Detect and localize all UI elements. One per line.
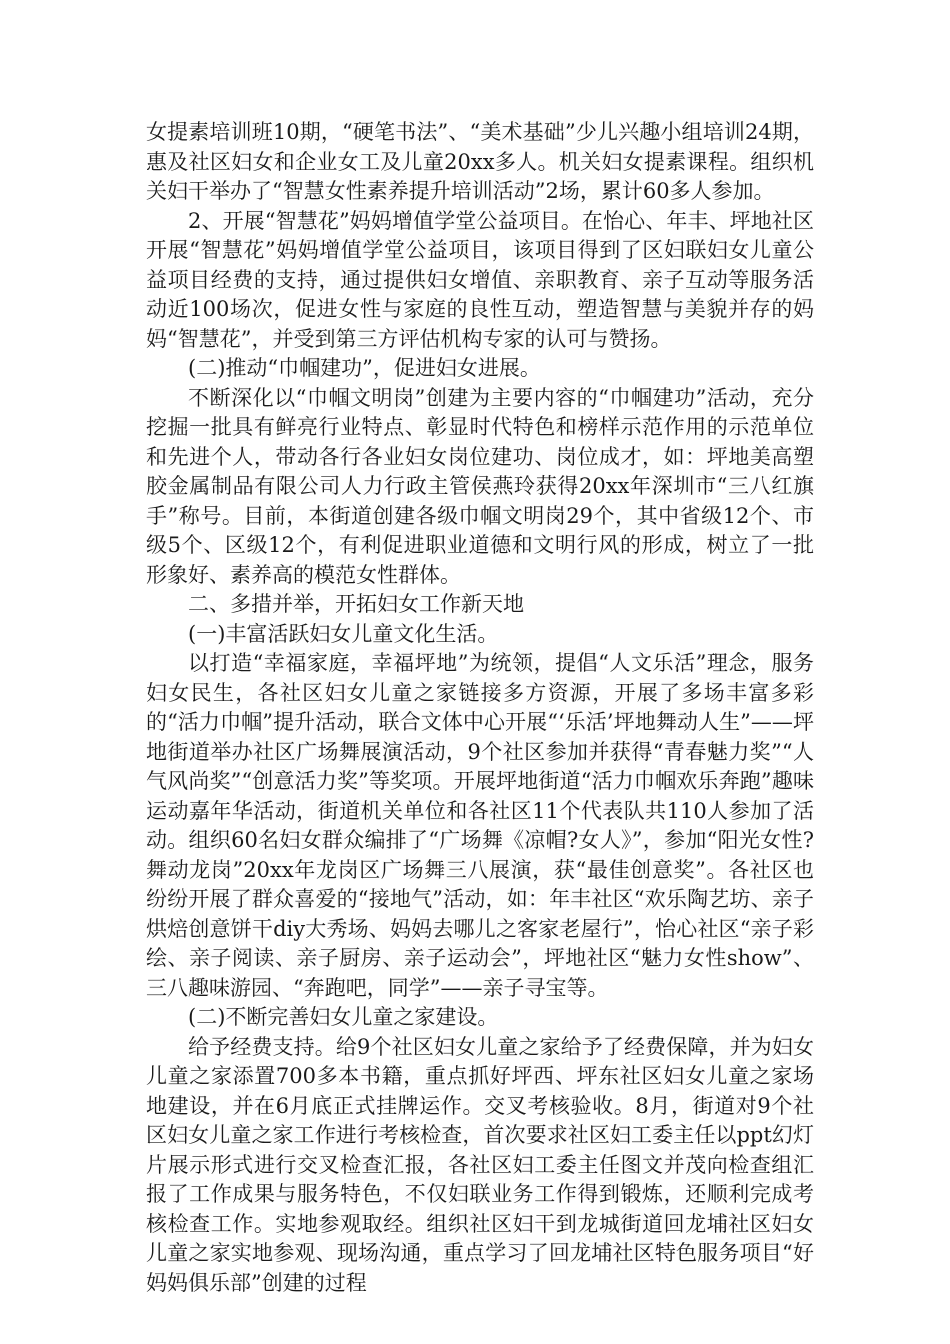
document-body (146, 118, 814, 1298)
subheading-promote-achievement: (二)推动“巾帼建功”，促进妇女进展。 (188, 356, 541, 380)
subheading-cultural-life: (一)丰富活跃妇女儿童文化生活。 (188, 621, 499, 646)
paragraph-funding-support: 给予经费支持。给9个社区妇女儿童之家给予了经费保障，并为妇女儿童之家添置700多本书籍，重点抓好坪西、坪东社区妇女儿童之家场地建设，并在6月底正式挂牌运作。交叉考核验收。8月，街道对9个社区妇女儿童之家工作进行考核检查，首次要求社区妇工委主任以ppt幻灯片展示形式进行交叉检查汇报，各社区妇工委主任图文并茂向检查组汇报了工作成果与服务特色，不仅妇联业务工作得到锻炼，还顺利完成考核检查工作。实地参观取经。组织社区妇干到龙城街道回龙埔社区妇女儿童之家实地参观、现场沟通，重点学习了回龙埔社区特色服务项目“好妈妈俱乐部”创建的过程 (146, 1034, 814, 1295)
section-heading-two: 二、多措并举，开拓妇女工作新天地 (188, 592, 524, 616)
subheading-home-construction: (二)不断完善妇女儿童之家建设。 (188, 1005, 499, 1029)
paragraph-wisdom-flower-project: 2、开展“智慧花”妈妈增值学堂公益项目。在怡心、年丰、坪地社区开展“智慧花”妈妈增值学堂公益项目，该项目得到了区妇联妇女儿童公益项目经费的支持，通过提供妇女增值、亲职教育、亲子互动等服务活动近100场次，促进女性与家庭的良性互动，塑造智慧与美貌并存的妈妈“智慧花”，并受到第三方评估机构专家的认可与赞扬。 (146, 208, 814, 351)
paragraph-cultural-activities: 以打造“幸福家庭，幸福坪地”为统领，提倡“人文乐活”理念，服务妇女民生，各社区妇女儿童之家链接多方资源，开展了多场丰富多彩的“活力巾帼”提升活动，联合文体中心开展“‘乐活’坪地舞动人生”——坪地街道举办社区广场舞展演活动，9个社区参加并获得“青春魅力奖”“人气风尚奖”“创意活力奖”等奖项。开展坪地街道“活力巾帼欢乐奔跑”趣味运动嘉年华活动，街道机关单位和各社区11个代表队共110人参加了活动。组织60名妇女群众编排了“广场舞《凉帽?女人》”，参加“阳光女性?舞动龙岗”20xx年龙岗区广场舞三八展演，获“最佳创意奖”。各社区也纷纷开展了群众喜爱的“接地气”活动，如：年丰社区“欢乐陶艺坊、亲子烘焙创意饼干diy大秀场、妈妈去哪儿之客家老屋行”，怡心社区“亲子彩绘、亲子阅读、亲子厨房、亲子运动会”，坪地社区“魅力女性show”、三八趣味游园、“奔跑吧，同学”——亲子寻宝等。 (146, 651, 814, 1000)
paragraph-civilized-post: 不断深化以“巾帼文明岗”创建为主要内容的“巾帼建功”活动，充分挖掘一批具有鲜亮行业特点、彰显时代特色和榜样示范作用的示范单位和先进个人，带动各行各业妇女岗位建功、岗位成才，如：坪地美高塑胶金属制品有限公司人力行政主管侯燕玲获得20xx年深圳市“三八红旗手”称号。目前，本街道创建各级巾帼文明岗29个，其中省级12个、市级5个、区级12个，有利促进职业道德和文明行风的形成，树立了一批形象好、素养高的模范女性群体。 (146, 385, 814, 587)
paragraph-training-continued: 女提素培训班10期，“硬笔书法”、“美术基础”少儿兴趣小组培训24期，惠及社区妇女和企业女工及儿童20xx多人。机关妇女提素课程。组织机关妇干举办了“智慧女性素养提升培训活动”2场，累计60多人参加。 (146, 120, 814, 203)
